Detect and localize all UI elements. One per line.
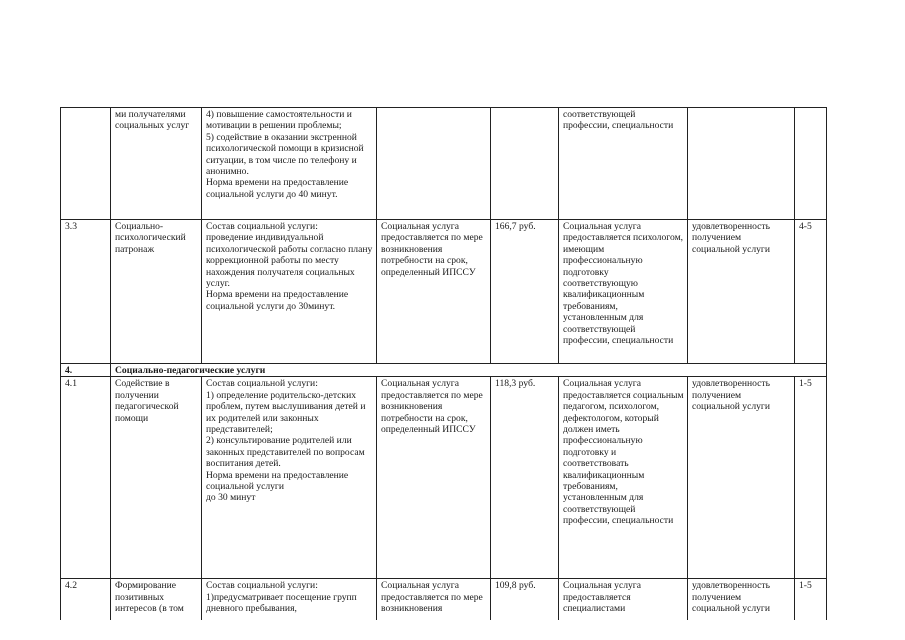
service-conditions-cell: Социальная услуга предоставляется социальным педагогом, психологом, дефектологом, который должен иметь профессиональную подготовку и соответствовать квалификационным требованиям, установленным для соответствующей профессии, специальности	[559, 377, 688, 579]
quality-indicators-cell: удовлетворенность получением социальной услуги	[688, 377, 795, 579]
page-bottom-edge	[0, 620, 905, 640]
service-conditions-cell: соответствующей профессии, специальности	[559, 108, 688, 220]
service-price-cell	[491, 108, 559, 220]
row-number-cell: 3.3	[61, 220, 111, 364]
section-title-cell: Социально-педагогические услуги	[111, 364, 827, 377]
table-row	[61, 108, 827, 220]
service-conditions-cell: Социальная услуга предоставляется психологом, имеющим профессиональную подготовку соответствующую квалификационным требованиям, установленным для соответствующей профессии, специальности	[559, 220, 688, 364]
service-price-cell: 166,7 руб.	[491, 220, 559, 364]
score-cell: 4-5	[795, 220, 827, 364]
table-row	[61, 220, 827, 364]
service-term-cell: Социальная услуга предоставляется по мере возникновения потребности на срок, определенный ИПССУ	[377, 220, 491, 364]
service-name-cell: ми получателями социальных услуг	[111, 108, 202, 220]
table-row	[61, 377, 827, 579]
services-table	[60, 107, 827, 621]
score-cell	[795, 108, 827, 220]
service-term-cell: Социальная услуга предоставляется по мере возникновения	[377, 579, 491, 621]
table-row	[61, 579, 827, 621]
row-number-cell	[61, 108, 111, 220]
service-name-cell: Формирование позитивных интересов (в том	[111, 579, 202, 621]
section-header-row	[61, 364, 827, 377]
service-name-cell: Социально-психологический патронаж	[111, 220, 202, 364]
section-number-cell: 4.	[61, 364, 111, 377]
row-number-cell: 4.1	[61, 377, 111, 579]
quality-indicators-cell	[688, 108, 795, 220]
score-cell: 1-5	[795, 377, 827, 579]
service-description-cell: 4) повышение самостоятельности и мотивации в решении проблемы; 5) содействие в оказании экстренной психологической помощи в кризисной ситуации, в том числе по телефону и анонимно. Норма времени на предоставление социальной услуги до 40 минут.	[202, 108, 377, 220]
service-term-cell: Социальная услуга предоставляется по мере возникновения потребности на срок, определенный ИПССУ	[377, 377, 491, 579]
service-name-cell: Содействие в получении педагогической помощи	[111, 377, 202, 579]
row-number-cell: 4.2	[61, 579, 111, 621]
service-term-cell	[377, 108, 491, 220]
service-description-cell: Состав социальной услуги: 1) определение родительско-детских проблем, путем выслушивания детей и их родителей или законных представителей; 2) консультирование родителей или законных представителей по вопросам воспитания детей. Норма времени на предоставление социальной услуги до 30 минут	[202, 377, 377, 579]
service-description-cell: Состав социальной услуги: 1)предусматривает посещение групп дневного пребывания,	[202, 579, 377, 621]
service-price-cell: 109,8 руб.	[491, 579, 559, 621]
service-description-cell: Состав социальной услуги: проведение индивидуальной психологической работы согласно плану коррекционной работы по месту нахождения получателя социальных услуг. Норма времени на предоставление социальной услуги до 30минут.	[202, 220, 377, 364]
quality-indicators-cell: удовлетворенность получением социальной услуги	[688, 579, 795, 621]
quality-indicators-cell: удовлетворенность получением социальной услуги	[688, 220, 795, 364]
service-conditions-cell: Социальная услуга предоставляется специалистами	[559, 579, 688, 621]
service-price-cell: 118,3 руб.	[491, 377, 559, 579]
score-cell: 1-5	[795, 579, 827, 621]
